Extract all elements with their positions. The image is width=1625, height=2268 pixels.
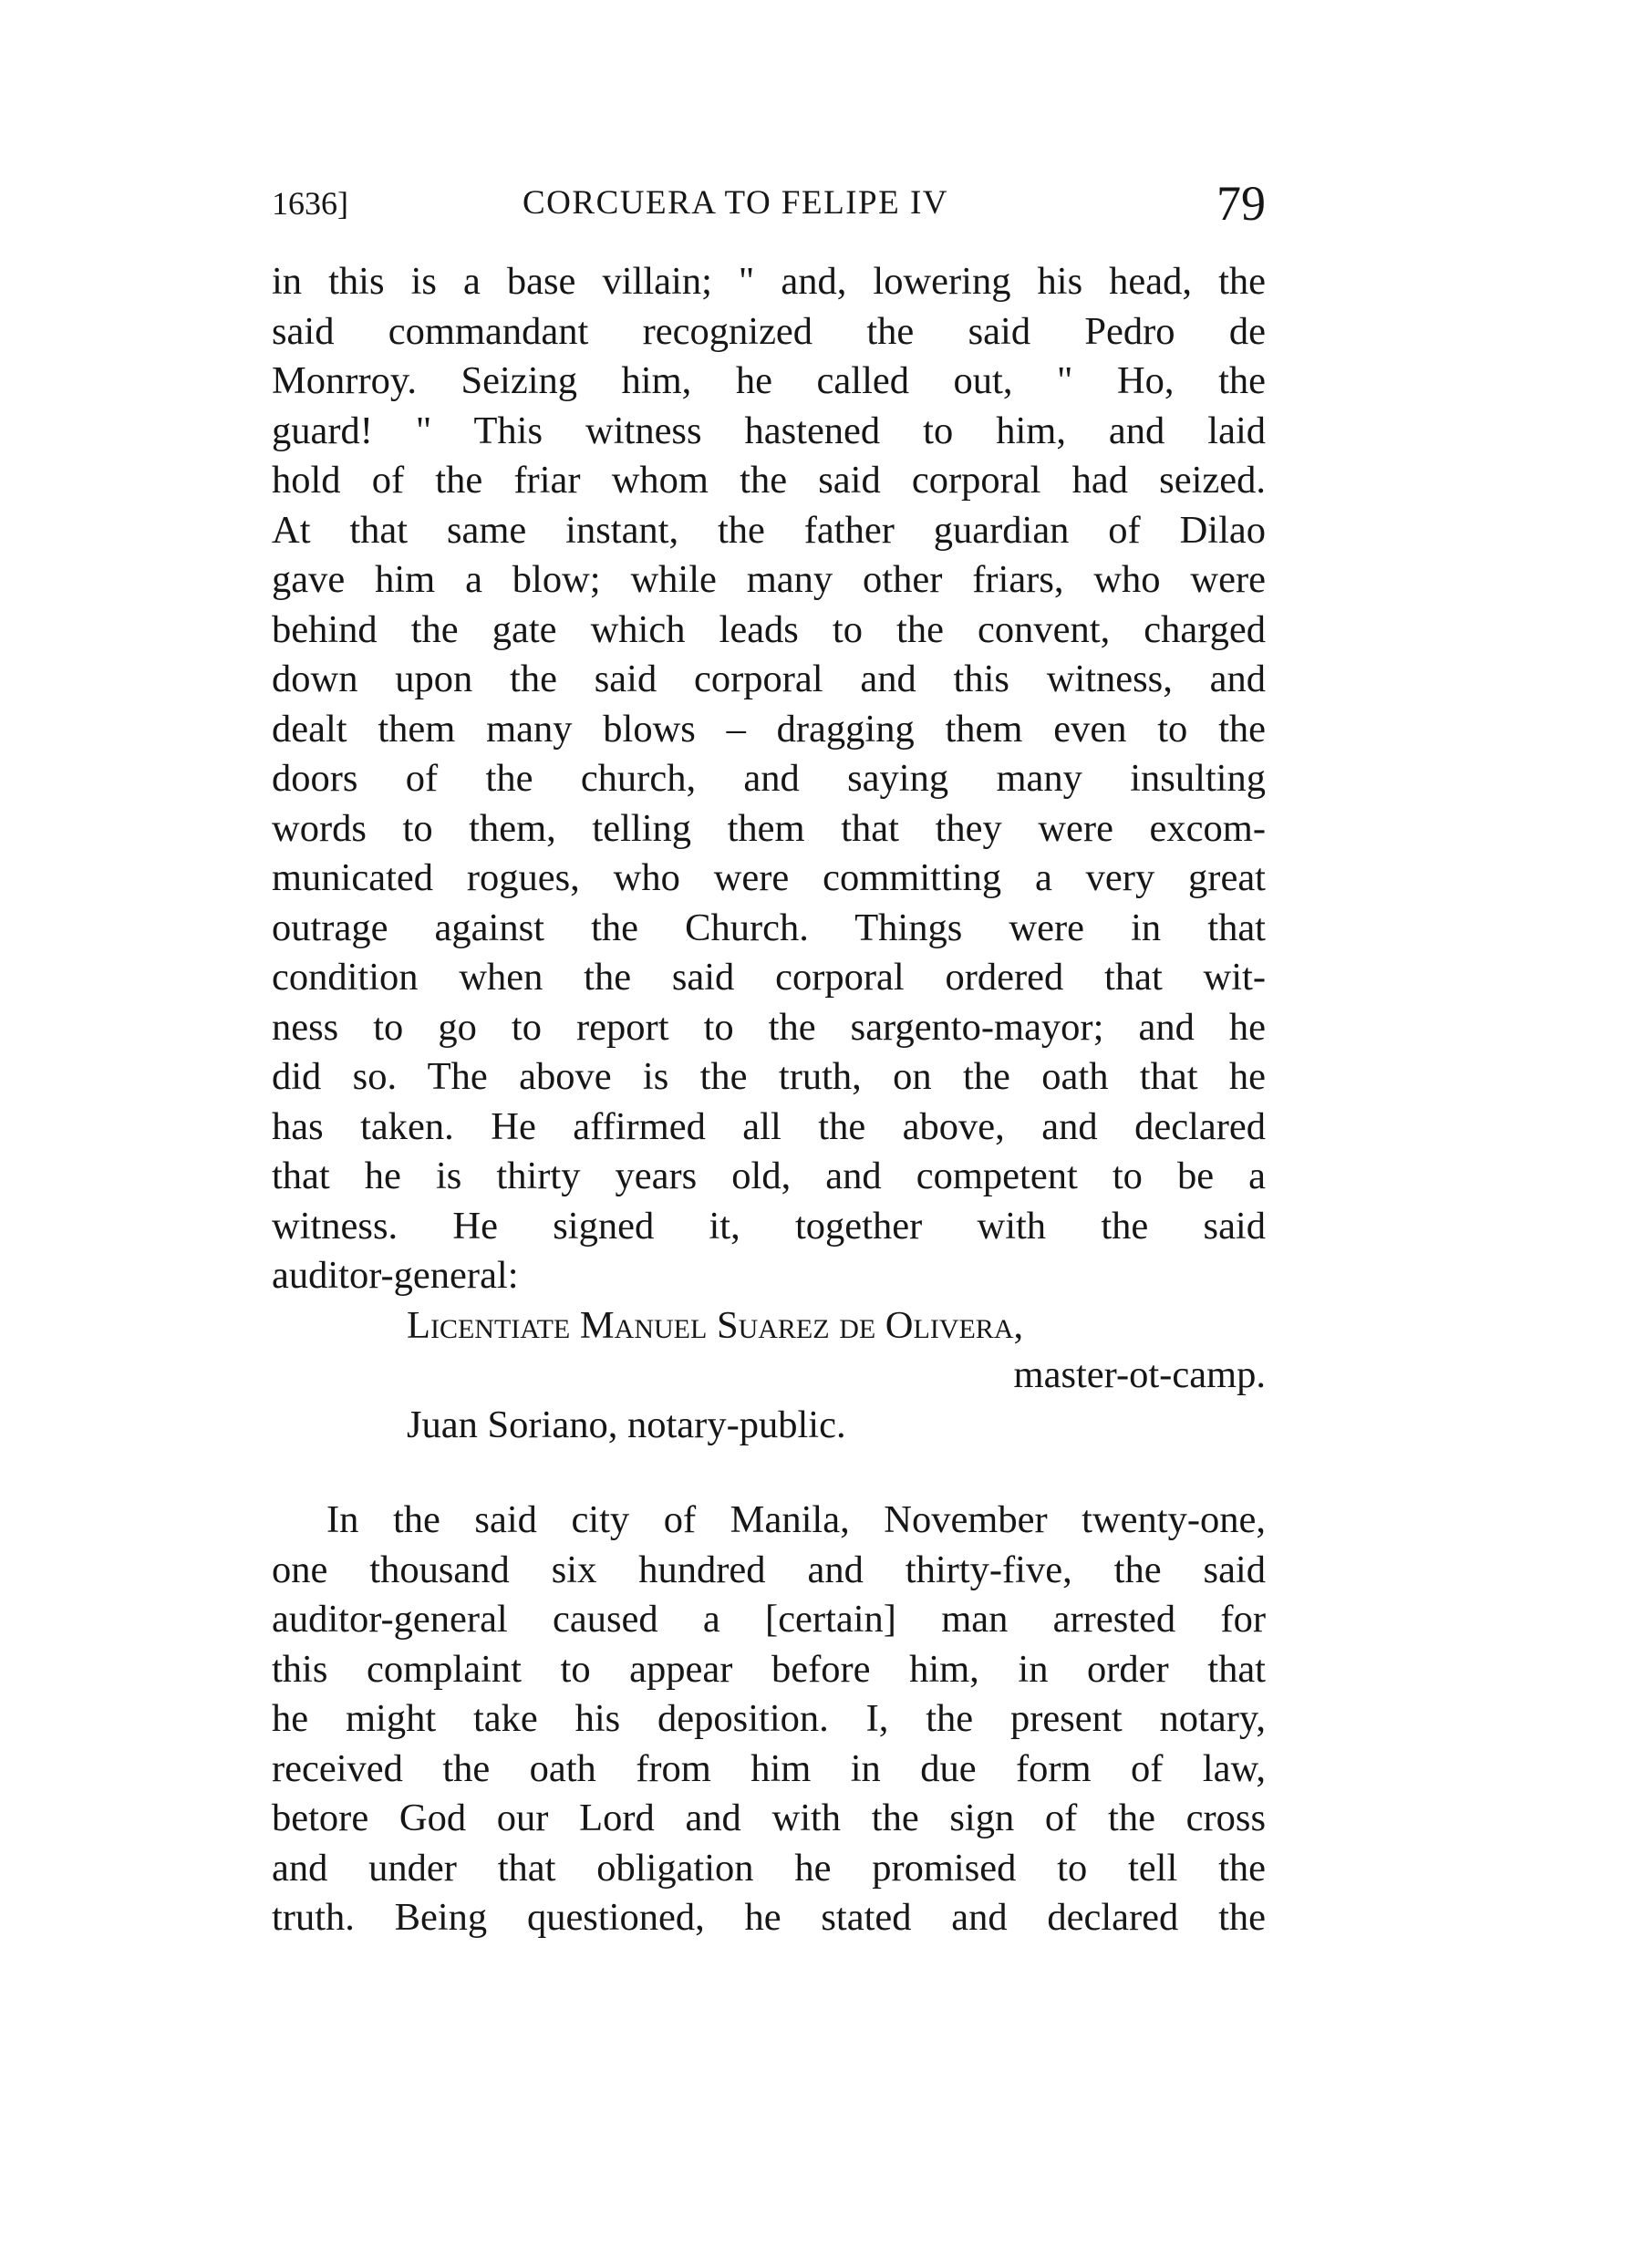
text-line: did so. The above is the truth, on the oath that he xyxy=(272,1055,1266,1098)
text-line: in this is a base villain; " and, lowering his head, the xyxy=(272,260,1266,303)
text-line: one thousand six hundred and thirty-five, the said xyxy=(272,1548,1266,1591)
running-head-year: 1636] xyxy=(272,185,348,222)
text-line: words to them, telling them that they were excom- xyxy=(272,806,1266,850)
text-line: ness to go to report to the sargento-mayor; and he xyxy=(272,1005,1266,1049)
body-text xyxy=(272,257,1266,1943)
text-line: At that same instant, the father guardian of Dilao xyxy=(272,508,1266,552)
running-head-title: CORCUERA TO FELIPE IV xyxy=(523,184,948,222)
text-line: behind the gate which leads to the convent, charged xyxy=(272,607,1266,651)
paragraph-deposition-continued xyxy=(272,257,1266,1301)
signature-soriano: Juan Soriano, notary-public. xyxy=(407,1403,846,1446)
text-line: and under that obligation he promised to tell the xyxy=(272,1846,1266,1890)
text-line: auditor-general caused a [certain] man arrested for xyxy=(272,1598,1266,1641)
signature-suarez: Licentiate Manuel Suarez de Olivera, xyxy=(407,1303,1024,1347)
text-line: outrage against the Church. Things were in that xyxy=(272,906,1266,949)
text-line: dealt them many blows – dragging them even to the xyxy=(272,707,1266,751)
text-line: he might take his deposition. I, the present notary, xyxy=(272,1697,1266,1740)
text-line: betore God our Lord and with the sign of the cross xyxy=(272,1797,1266,1839)
paragraph-gap xyxy=(272,1450,1266,1496)
text-line: guard! " This witness hastened to him, and laid xyxy=(272,409,1266,452)
text-line: condition when the said corporal ordered that wit- xyxy=(272,956,1266,999)
text-line: down upon the said corporal and this witness, and xyxy=(272,658,1266,700)
signature-block xyxy=(272,1301,1266,1451)
paragraph-new-deposition xyxy=(272,1496,1266,1943)
text-line: that he is thirty years old, and competent to be a xyxy=(272,1155,1266,1197)
text-line: received the oath from him in due form of law, xyxy=(272,1746,1266,1790)
text-line: auditor-general: xyxy=(272,1254,519,1297)
text-line: Monrroy. Seizing him, he called out, " Ho, the xyxy=(272,359,1266,402)
signature-suarez-title: master-ot-camp. xyxy=(1013,1353,1266,1396)
text-line: doors of the church, and saying many insulting xyxy=(272,757,1266,800)
text-line: gave him a blow; while many other friars, who were xyxy=(272,558,1266,601)
text-line: municated rogues, who were committing a very great xyxy=(272,856,1266,899)
text-line: said commandant recognized the said Pedro de xyxy=(272,309,1266,353)
running-head xyxy=(272,171,1266,235)
text-line: hold of the friar whom the said corporal had seized. xyxy=(272,459,1266,502)
text-line: has taken. He affirmed all the above, and declared xyxy=(272,1104,1266,1148)
text-line: this complaint to appear before him, in order that xyxy=(272,1647,1266,1691)
text-line: truth. Being questioned, he stated and declared the xyxy=(272,1896,1266,1939)
page-number: 79 xyxy=(1216,176,1266,231)
text-line: In the said city of Manila, November twenty-one, xyxy=(326,1498,1266,1541)
text-line: witness. He signed it, together with the said xyxy=(272,1204,1266,1248)
